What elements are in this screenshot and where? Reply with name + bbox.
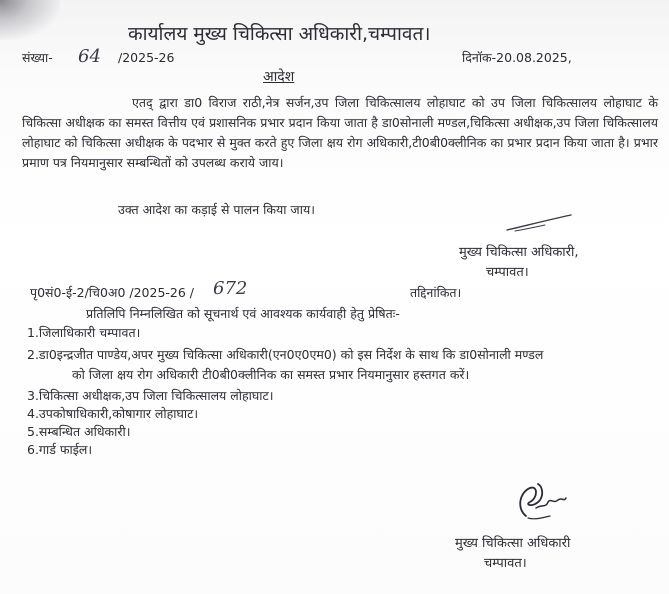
reference-year: /2025-26 xyxy=(118,50,175,65)
compliance-line: उक्त आदेश का कड़ाई से पालन किया जाय। xyxy=(118,202,315,217)
recipient-item-5: 5.सम्बन्धित अधिकारी। xyxy=(27,424,131,439)
reference-number-handwritten: 64 xyxy=(78,46,101,67)
signatory-title-2: मुख्य चिकित्सा अधिकारी xyxy=(455,536,571,551)
order-body-paragraph: एतद् द्वारा डा0 विराज राठी,नेत्र सर्जन,उप जिला चिकित्सालय लोहाघाट को उप जिला चिकित्सालय लोहाघाट के चिकित्सा अधीक्षक का समस्त वित्तीय एवं प्रशासनिक प्रभार प्रदान किया जाता है डा0सोनाली मण्डल,चिकित्सा अधीक्षक,उप जिला चिकित्सालय लोहाघाट को चिकित्सा अधीक्षक के पदभार से मुक्त करते हुए जिला क्षय रोग अधिकारी,टी0बी0क्लीनिक का प्रभार प्रदान किया जाता है। प्रभार प्रमाण पत्र नियमानुसार सम्बन्धितों को उपलब्ध कराये जाय। xyxy=(22,95,658,170)
signature-stroke-1 xyxy=(505,212,575,234)
copy-forwarded-intro: प्रतिलिपि निम्नलिखित को सूचनार्थ एवं आवश्यक कार्यवाही हेतु प्रेषितः- xyxy=(86,306,400,321)
signatory-place-1: चम्पावत। xyxy=(486,265,529,280)
reference-label: संख्या- xyxy=(22,50,53,65)
recipient-item-1: 1.जिलाधिकारी चम्पावत। xyxy=(27,325,141,340)
recipient-item-4: 4.उपकोषाधिकारी,कोषागार लोहाघाट। xyxy=(27,406,199,421)
office-title: कार्यालय मुख्य चिकित्सा अधिकारी,चम्पावत। xyxy=(128,23,431,45)
page-corner-shadow xyxy=(0,0,60,40)
memo-number-handwritten: 672 xyxy=(213,278,248,299)
recipient-item-2-continued: को जिला क्षय रोग अधिकारी टी0बी0क्लीनिक का समस्त प्रभार नियमानुसार हस्तगत करें। xyxy=(72,367,470,382)
same-date-note: तद्दिनांकित। xyxy=(410,285,462,300)
recipient-item-6: 6.गार्ड फाईल। xyxy=(27,442,93,457)
handwritten-signature xyxy=(508,478,568,524)
memo-number: पृ0सं0-ई-2/चि0अ0 /2025-26 / xyxy=(30,285,195,300)
recipient-item-3: 3.चिकित्सा अधीक्षक,उप जिला चिकित्सालय लोहाघाट। xyxy=(27,388,274,403)
signatory-place-2: चम्पावत। xyxy=(484,556,527,571)
signatory-title-1: मुख्य चिकित्सा अधिकारी, xyxy=(459,245,579,260)
issue-date: दिनॉक-20.08.2025, xyxy=(462,50,572,65)
recipient-item-2: 2.डा0इन्द्रजीत पाण्डेय,अपर मुख्य चिकित्सा अधिकारी(एन0ए0एम0) को इस निर्देश के साथ कि डा0सोनाली मण्डल xyxy=(27,347,544,362)
order-title: आदेश xyxy=(263,69,295,85)
